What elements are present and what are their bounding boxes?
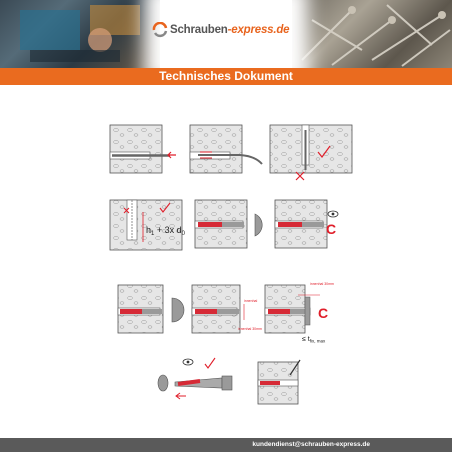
logo-text-part2: -express.de	[227, 24, 290, 36]
step-4-depth	[110, 200, 186, 250]
note-small-3: innenhal 30mm	[310, 282, 334, 286]
document-title: Technisches Dokument	[149, 68, 303, 85]
step-1-drill	[110, 125, 176, 173]
tfix-main: ≤ t	[302, 336, 310, 343]
formula-h: h	[146, 225, 152, 235]
note-small-1: innenhal	[244, 299, 258, 303]
header	[0, 0, 452, 68]
logo-text-part1: Schrauben	[170, 24, 228, 36]
step-2-blow-out	[190, 125, 262, 173]
formula-d-sub: 0	[181, 231, 185, 237]
customer-service-email[interactable]: kundendienst@schrauben-express.de	[252, 441, 370, 448]
torque-label-1: C	[326, 221, 337, 237]
screws-photo-art	[292, 0, 452, 68]
step-8-align	[192, 285, 262, 333]
note-small-2: innenhal 30mm	[238, 327, 262, 331]
step-7-place-fixture	[118, 285, 184, 333]
step-3-clean	[270, 125, 352, 180]
workshop-photo	[0, 0, 160, 68]
logo-swirl-icon	[152, 22, 168, 38]
formula-h-sub: 1	[151, 231, 155, 237]
step-10-reuse	[158, 358, 232, 399]
formula-rest: + 3x d	[154, 225, 182, 235]
step-11-remove	[258, 360, 300, 404]
installation-diagram	[0, 90, 452, 430]
torque-label-2: C	[318, 305, 329, 321]
tfix-label	[302, 336, 326, 344]
step-9-tighten	[265, 282, 334, 344]
tfix-sub: fix, max	[309, 338, 326, 344]
screws-photo	[292, 0, 452, 68]
footer	[0, 438, 452, 452]
workshop-photo-art	[0, 0, 160, 68]
title-bar	[0, 68, 452, 85]
step-6-check	[275, 200, 338, 248]
step-5-screw-in	[195, 200, 262, 248]
brand-logo[interactable]	[170, 24, 289, 36]
